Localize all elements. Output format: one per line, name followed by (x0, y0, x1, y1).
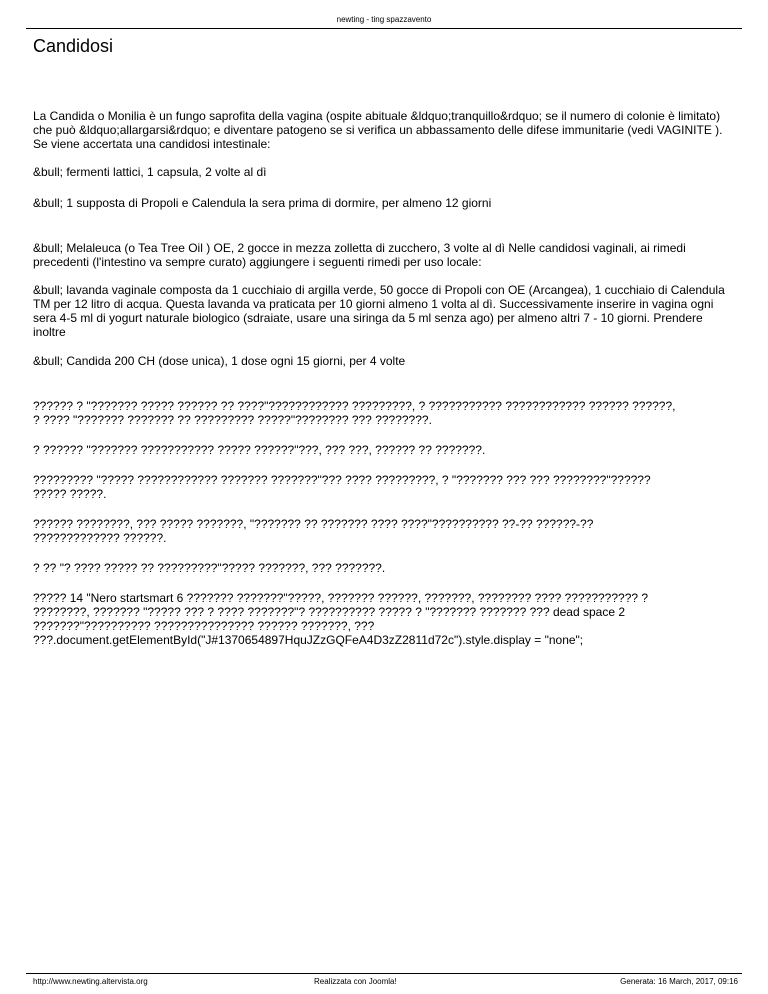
garbled-paragraph-4: ?????? ????????, ??? ????? ???????, "??????? ?? ??????? ???? ????"?????????? ??-?? ??????-?? ????????????? ??????. (33, 517, 594, 545)
remedy-fermenti: &bull; fermenti lattici, 1 capsula, 2 volte al dì (33, 165, 267, 179)
remedy-lavanda: &bull; lavanda vaginale composta da 1 cucchiaio di argilla verde, 50 gocce di Propoli con OE (Arcangea), 1 cucchiaio di Calendula TM per 12 litro di acqua. Questa lavanda va praticata per 10 giorni almeno 1 volta al dì. Successivamente inserire in vagina ogni sera 4-5 ml di yogurt naturale biologico (sdraiate, usare una siringa da 5 ml senza ago) per almeno altri 7 - 10 giorni. Prendere inoltre (33, 283, 725, 339)
garbled-paragraph-6: ????? 14 "Nero startsmart 6 ??????? ???????"?????, ??????? ??????, ???????, ???????? ???? ??????????? ? ????????, ??????? "????? ??? ? ???? ???????"? ?????????? ????? ? "??????? ??????? ??? dead space 2 ???????"?????????? ??????????????? ?????? ???????, ??? ???.document.getElementById("J#1370654897HquJZzGQFeA4D3zZ2811d72c").style.display = "none"; (33, 591, 649, 647)
page-header: newting - ting spazzavento (336, 15, 432, 24)
garbled-paragraph-1: ?????? ? "??????? ????? ?????? ?? ????"???????????? ?????????, ? ??????????? ???????????? ?????? ??????, ? ???? "??????? ??????? ?? ????????? ?????"???????? ??? ????????. (33, 399, 676, 427)
remedy-melaleuca: &bull; Melaleuca (o Tea Tree Oil ) OE, 2 gocce in mezza zolletta di zucchero, 3 volte al dì Nelle candidosi vaginali, ai rimedi precedenti (l'intestino va sempre curato) aggiungere i seguenti rimedi per uso locale: (33, 241, 686, 269)
footer-made-with: Realizzata con Joomla! (314, 977, 397, 986)
remedy-supposta: &bull; 1 supposta di Propoli e Calendula la sera prima di dormire, per almeno 12 giorni (33, 196, 492, 210)
footer-generated: Generata: 16 March, 2017, 09:16 (620, 977, 738, 986)
intro-paragraph: La Candida o Monilia è un fungo saprofita della vagina (ospite abituale &ldquo;tranquillo&rdquo; se il numero di colonie è limitato) che può &ldquo;allargarsi&rdquo; e diventare patogeno se si verifica un abbassamento delle difese immunitarie (vedi VAGINITE ). Se viene accertata una candidosi intestinale: (33, 109, 723, 151)
remedy-candida-ch: &bull; Candida 200 CH (dose unica), 1 dose ogni 15 giorni, per 4 volte (33, 354, 406, 368)
footer-url: http://www.newting.altervista.org (33, 977, 148, 986)
article-body (33, 109, 733, 647)
garbled-paragraph-2: ? ?????? "??????? ??????????? ????? ??????"???, ??? ???, ?????? ?? ???????. (33, 443, 486, 457)
garbled-paragraph-5: ? ?? "? ???? ????? ?? ?????????"????? ???????, ??? ???????. (33, 561, 386, 575)
page-title: Candidosi (33, 36, 114, 56)
header-rule (26, 28, 742, 29)
footer-rule (26, 973, 742, 974)
garbled-paragraph-3: ????????? "????? ???????????? ??????? ???????"??? ???? ?????????, ? "??????? ??? ??? ????????"?????? ????? ?????. (33, 473, 651, 501)
